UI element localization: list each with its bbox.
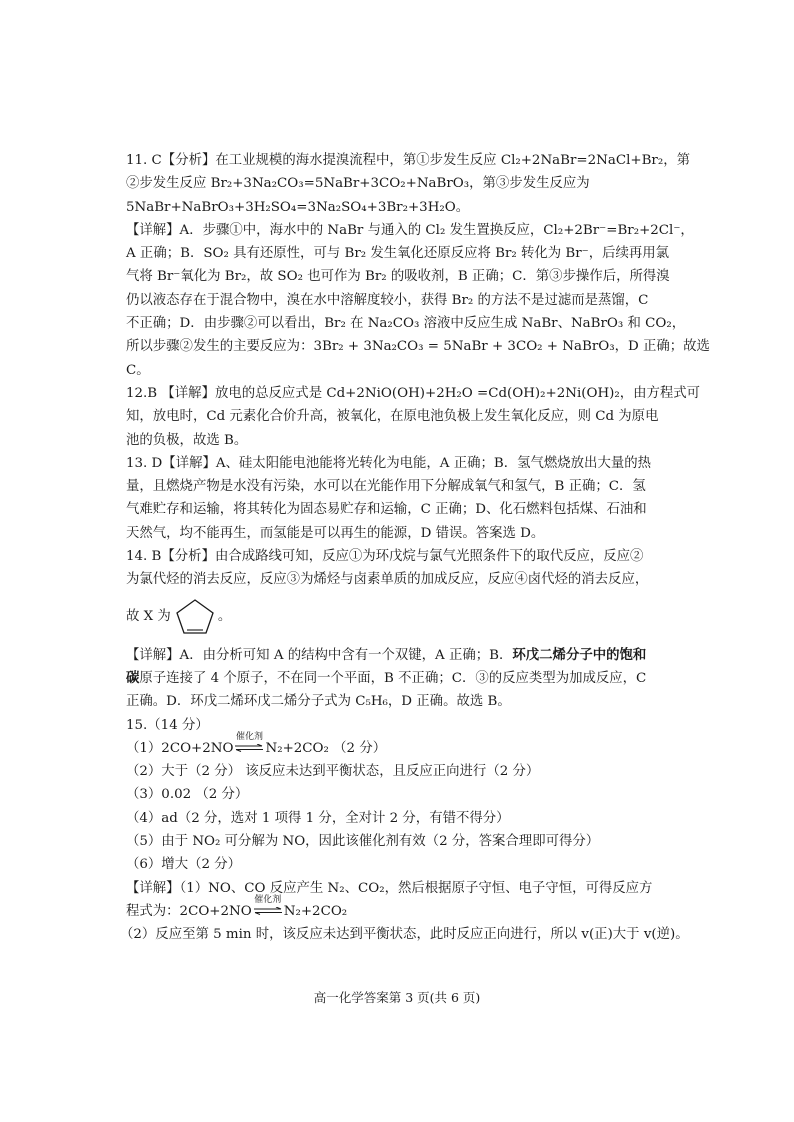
q14-line-4-text: 【详解】A．由分析可知 A 的结构中含有一个双键，A 正确；B． — [126, 647, 513, 663]
q14-x-period: 。 — [217, 608, 232, 624]
q14-line-2: 为氯代烃的消去反应，反应③为烯烃与卤素单质的加成反应，反应④卤代烃的消去反应， — [126, 572, 649, 588]
q11-line-8: 不正确；D．由步骤②可以看出，Br₂ 在 Na₂CO₃ 溶液中反应生成 NaBr、NaBrO₃ 和 CO₂， — [126, 316, 686, 332]
q11-line-1: 11. C【分析】在工业规模的海水提溴流程中，第①步发生反应 Cl₂+2NaBr=2NaCl+Br₂，第 — [126, 153, 690, 168]
q14-line-1: 14. B【分析】由合成路线可知，反应①为环戊烷与氯气光照条件下的取代反应，反应② — [126, 549, 644, 565]
q15-detail-2 — [126, 894, 672, 923]
q13-line-4: 天然气，均不能再生，而氢能是可以再生的能源，D 错误。答案选 D。 — [126, 525, 545, 541]
q11-line-10: C。 — [126, 362, 150, 378]
q11-line-3: 5NaBr+NaBrO₃+3H₂SO₄=3Na₂SO₄+3Br₂+3H₂O。 — [126, 199, 470, 215]
q14-x-label: 故 X 为 — [126, 608, 171, 624]
q15-detail-1: 【详解】（1）NO、CO 反应产生 N₂、CO₂，然后根据原子守恒、电子守恒，可得反应方 — [126, 880, 653, 896]
q11-line-7: 仍以液态存在于混合物中，溴在水中溶解度较小，获得 Br₂ 的方法不是过滤而是蒸馏，C — [126, 292, 649, 308]
q15-answer-4: （4）ad（2 分，选对 1 项得 1 分，全对计 2 分，有错不得分） — [126, 810, 510, 826]
q13-line-2: 量，且燃烧产物是水没有污染，水可以在光能作用下分解成氧气和氢气，B 正确；C．氢 — [126, 479, 646, 495]
catalyst-label-2: 催化剂 — [254, 894, 282, 905]
reversible-arrow-icon — [253, 907, 283, 915]
q14-line-4-bold: 环戊二烯分子中的饱和 — [512, 646, 647, 663]
q15-answer-1-left: （1）2CO+2NO — [126, 740, 234, 756]
equilibrium-arrow-2 — [253, 894, 283, 918]
q12-line-1: 12.B 【详解】放电的总反应式是 Cd+2NiO(OH)+2H₂O =Cd(OH)₂+2Ni(OH)₂，由方程式可 — [126, 385, 701, 401]
q13-line-1: 13. D【详解】A、硅太阳能电池能将光转化为电能，A 正确；B．氢气燃烧放出大量的热 — [126, 455, 652, 471]
q11-line-5: A 正确；B．SO₂ 具有还原性，可与 Br₂ 发生氧化还原反应将 Br₂ 转化为 Br⁻，后续再用氯 — [126, 246, 670, 262]
q11-line-6: 气将 Br⁻氧化为 Br₂，故 SO₂ 也可作为 Br₂ 的吸收剂，B 正确；C．第③步操作后，所得溴 — [126, 269, 670, 285]
reversible-arrow-icon — [234, 744, 264, 752]
page-footer: 高一化学答案第 3 页(共 6 页) — [313, 990, 481, 1005]
q11-line-4: 【详解】A．步骤①中，海水中的 NaBr 与通入的 Cl₂ 发生置换反应，Cl₂+2Br⁻=Br₂+2Cl⁻， — [126, 222, 694, 238]
q14-line-5 — [126, 667, 672, 690]
q14-structure-line — [126, 594, 672, 640]
q13-line-3: 气难贮存和运输，将其转化为固态易贮存和运输，C 正确；D、化石燃料包括煤、石油和 — [126, 502, 647, 518]
q15-answer-1-right: N₂+2CO₂ （2 分） — [265, 740, 387, 756]
q15-answer-3: （3）0.02 （2 分） — [126, 787, 249, 803]
cyclopentene-structure — [173, 597, 217, 637]
equilibrium-arrow — [234, 731, 264, 755]
q15-answer-6: （6）增大（2 分） — [126, 857, 242, 873]
q15-answer-5: （5）由于 NO₂ 可分解为 NO，因此该催化剂有效（2 分，答案合理即可得分） — [126, 834, 600, 850]
q15-heading: 15.（14 分） — [126, 717, 209, 733]
q12-line-2: 知，放电时，Cd 元素化合价升高，被氧化，在原电池负极上发生氧化反应，则 Cd 为原电 — [126, 409, 659, 425]
q15-answer-2: （2）大于（2 分） 该反应未达到平衡状态，且反应正向进行（2 分） — [126, 764, 540, 780]
q15-detail-2-left: 程式为：2CO+2NO — [126, 903, 252, 919]
q14-line-5-text: 原子连接了 4 个原子，不在同一个平面，B 不正确；C．③的反应类型为加成反应，C — [139, 670, 647, 686]
answer-content — [120, 149, 710, 947]
q14-line-6: 正确。D．环戊二烯环戊二烯分子式为 C₅H₆，D 正确。故选 B。 — [126, 694, 511, 710]
q15-answer-1 — [126, 731, 672, 760]
catalyst-label: 催化剂 — [235, 731, 263, 742]
q14-line-5-bold: 碳 — [126, 669, 140, 686]
q14-line-4 — [126, 644, 672, 667]
q11-line-2: ②步发生反应 Br₂+3Na₂CO₃=5NaBr+3CO₂+NaBrO₃，第③步发生反应为 — [126, 176, 590, 192]
q12-line-3: 池的负极，故选 B。 — [126, 432, 248, 448]
q15-detail-3: （2）反应至第 5 min 时，该反应未达到平衡状态，此时反应正向进行，所以 v(正)大于 v(逆)。 — [120, 927, 689, 943]
q11-line-9: 所以步骤②发生的主要反应为：3Br₂ + 3Na₂CO₃ = 5NaBr + 3CO₂ + NaBrO₃，D 正确；故选 — [126, 339, 710, 355]
q15-detail-2-right: N₂+2CO₂ — [283, 903, 348, 919]
